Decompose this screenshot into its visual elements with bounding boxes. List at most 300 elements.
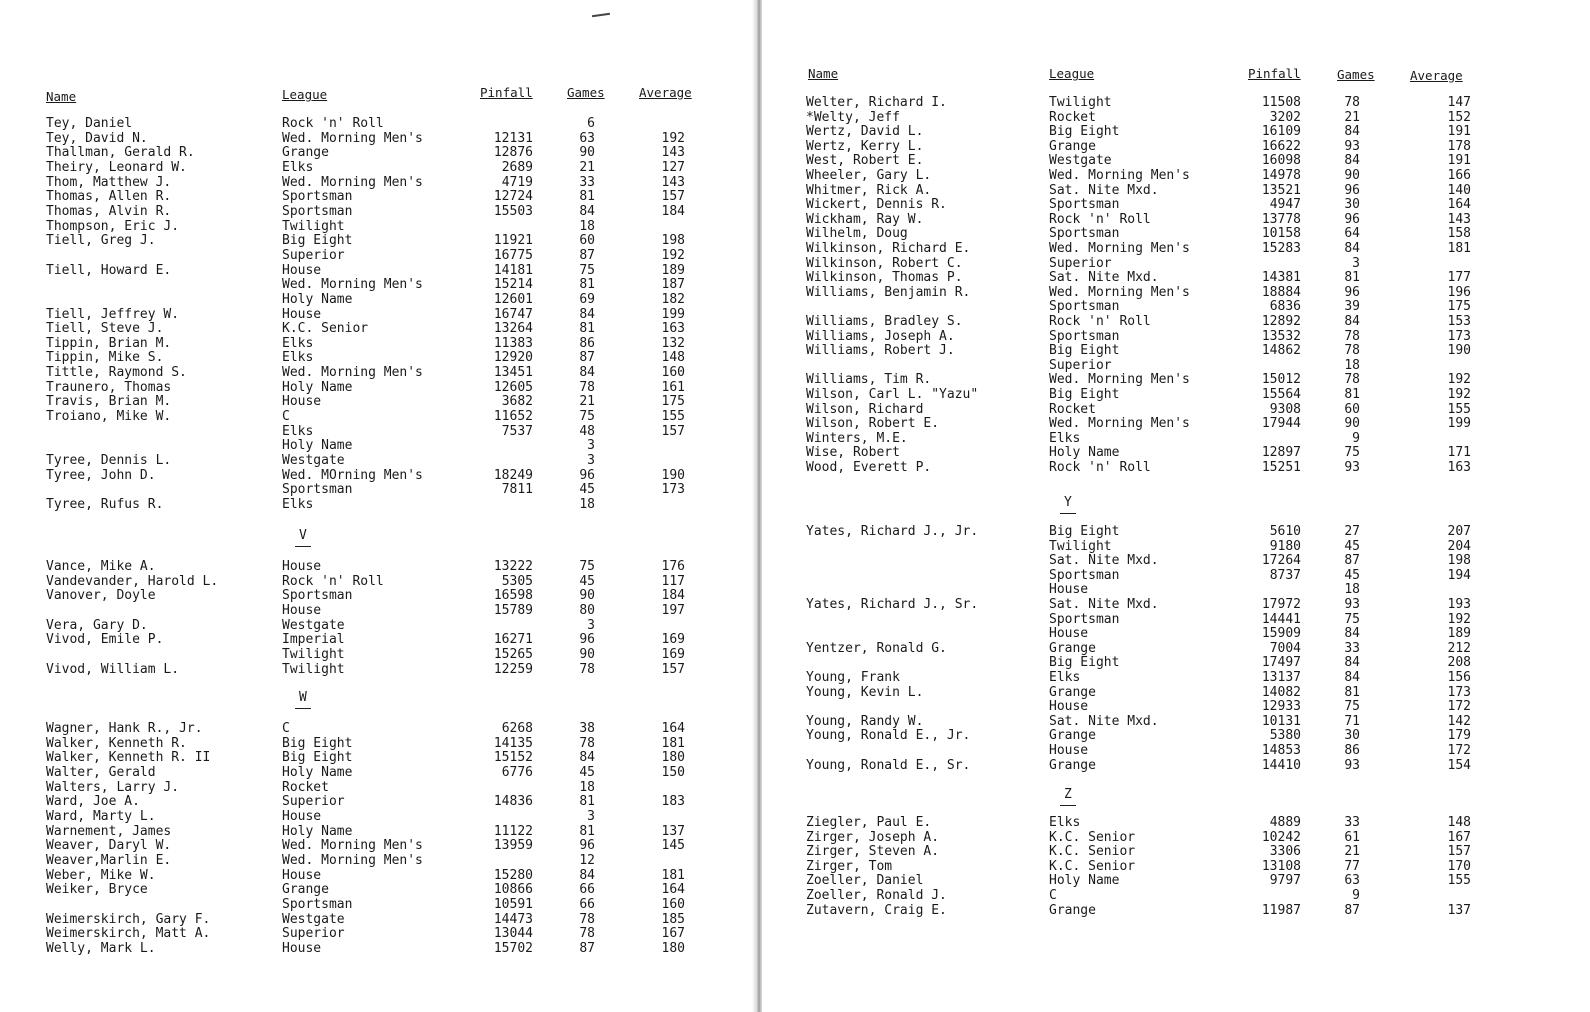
bowler-name: Young, Randy W. (806, 713, 924, 729)
league-name: Grange (282, 882, 329, 898)
pinfall-value: 15702 (493, 940, 533, 956)
games-value: 9 (1352, 430, 1360, 446)
right-page (762, 0, 1590, 1012)
section-underline (1060, 805, 1076, 806)
average-value: 137 (1447, 902, 1471, 918)
average-value: 191 (1447, 153, 1471, 169)
games-value: 45 (1344, 567, 1360, 583)
league-name: Big Eight (282, 233, 353, 249)
games-value: 87 (579, 247, 595, 263)
table-row (762, 831, 1502, 845)
league-name: House (1049, 699, 1089, 715)
table-row (0, 161, 740, 175)
average-value: 172 (1447, 699, 1471, 715)
header-games: Games (1337, 67, 1375, 82)
games-value: 78 (579, 926, 595, 942)
bowler-name: Wilhelm, Doug (806, 226, 908, 242)
pinfall-value: 14441 (1261, 611, 1301, 627)
games-value: 81 (579, 189, 595, 205)
average-value: 148 (661, 350, 685, 366)
bowler-name: Welly, Mark L. (46, 940, 156, 956)
bowler-name: Warnement, James (46, 823, 172, 839)
average-value: 194 (1447, 567, 1471, 583)
games-value: 96 (1344, 211, 1360, 227)
games-value: 96 (579, 632, 595, 648)
section-letter-text: V (299, 528, 307, 543)
pinfall-value: 13778 (1261, 211, 1301, 227)
table-row (762, 315, 1502, 329)
bowler-name: Weaver, Daryl W. (46, 838, 172, 854)
league-name: Big Eight (1049, 524, 1120, 539)
league-name: C (282, 721, 290, 736)
pinfall-value: 14836 (493, 794, 533, 810)
table-row (0, 619, 740, 633)
league-name: Grange (1049, 902, 1096, 918)
table-row (0, 781, 740, 795)
pinfall-value: 17497 (1261, 655, 1301, 671)
games-value: 33 (1344, 815, 1360, 830)
table-row (0, 322, 740, 336)
games-value: 84 (1344, 670, 1360, 685)
games-value: 84 (1344, 124, 1360, 140)
league-name: Rock 'n' Roll (282, 116, 384, 131)
table-row (0, 722, 740, 736)
bowler-name: Williams, Robert J. (806, 343, 955, 359)
average-value: 170 (1447, 858, 1471, 874)
pinfall-value: 12933 (1261, 699, 1301, 715)
table-row (0, 278, 740, 292)
bowler-name: Walker, Kenneth R. II (46, 750, 211, 766)
bowler-name: Young, Kevin L. (806, 684, 924, 700)
table-row (762, 845, 1502, 859)
games-value: 9 (1352, 888, 1360, 903)
table-row (762, 417, 1502, 431)
games-value: 96 (579, 467, 595, 483)
table-row (762, 96, 1502, 110)
average-value: 192 (1447, 611, 1471, 627)
games-value: 81 (579, 794, 595, 810)
header-pinfall: Pinfall (1248, 66, 1301, 81)
average-value: 199 (1447, 416, 1471, 432)
table-row (0, 589, 740, 603)
table-row (0, 117, 740, 131)
games-value: 75 (579, 409, 595, 424)
league-name: Sportsman (1049, 328, 1120, 344)
table-row (0, 264, 740, 278)
average-value: 183 (661, 794, 685, 810)
pinfall-value: 11122 (493, 823, 533, 839)
league-name: Sportsman (282, 588, 353, 604)
league-name: Superior (282, 794, 345, 810)
bowler-name: Wilson, Richard (806, 401, 924, 417)
average-value: 166 (1447, 168, 1471, 183)
games-value: 66 (579, 882, 595, 898)
average-value: 143 (661, 145, 685, 161)
league-name: Elks (282, 159, 314, 175)
header-name: Name (46, 89, 77, 104)
bowler-name: Tiell, Steve J. (46, 321, 164, 337)
table-row (0, 560, 740, 574)
games-value: 87 (579, 940, 595, 956)
pinfall-value: 16622 (1261, 138, 1301, 154)
league-name: Grange (282, 145, 329, 161)
games-value: 60 (1344, 401, 1360, 417)
league-name: Rock 'n' Roll (282, 573, 384, 589)
bowler-name: Zirger, Steven A. (806, 844, 940, 860)
pinfall-value: 13137 (1261, 670, 1301, 685)
table-row (0, 913, 740, 927)
table-row (762, 330, 1502, 344)
pinfall-value: 15012 (1261, 372, 1301, 388)
games-value: 38 (579, 721, 595, 736)
league-name: K.C. Senior (1049, 858, 1136, 874)
table-row (762, 140, 1502, 154)
games-value: 78 (1344, 343, 1360, 359)
league-name: K.C. Senior (1049, 844, 1136, 860)
pinfall-value: 12259 (493, 661, 533, 677)
league-name: Superior (1049, 255, 1112, 271)
pinfall-value: 12920 (493, 350, 533, 366)
pinfall-value: 9180 (1269, 538, 1301, 554)
games-value: 12 (579, 852, 595, 868)
league-name: Sat. Nite Mxd. (1049, 182, 1159, 198)
table-row (762, 729, 1502, 743)
league-name: Westgate (282, 452, 345, 468)
header-average: Average (639, 85, 692, 100)
games-value: 87 (579, 350, 595, 366)
pinfall-value: 10242 (1261, 829, 1301, 845)
bowler-name: Yates, Richard J., Sr. (806, 597, 979, 612)
table-row (0, 410, 740, 424)
games-value: 84 (1344, 626, 1360, 642)
league-name: Twilight (282, 218, 345, 234)
pinfall-value: 16775 (493, 247, 533, 263)
pinfall-value: 18249 (493, 467, 533, 483)
pinfall-value: 13108 (1261, 858, 1301, 874)
league-name: Elks (282, 350, 314, 366)
bowler-name: Tey, Daniel (46, 116, 133, 131)
average-value: 177 (1447, 270, 1471, 286)
games-value: 21 (579, 394, 595, 410)
bowler-name: Wheeler, Gary L. (806, 168, 932, 183)
table-row (762, 271, 1502, 285)
average-value: 153 (1447, 314, 1471, 329)
league-name: Wed. Morning Men's (1049, 284, 1190, 300)
league-name: Superior (282, 926, 345, 942)
games-value: 18 (579, 218, 595, 234)
pinfall-value: 9308 (1269, 401, 1301, 417)
average-value: 173 (1447, 684, 1471, 700)
average-value: 190 (661, 467, 685, 483)
league-name: House (282, 808, 322, 824)
pinfall-value: 7537 (501, 423, 533, 439)
games-value: 84 (1344, 314, 1360, 329)
games-value: 3 (587, 808, 595, 824)
bowler-name: Williams, Benjamin R. (806, 284, 971, 300)
games-value: 18 (579, 496, 595, 512)
league-name: C (282, 409, 290, 424)
average-value: 140 (1447, 182, 1471, 198)
bowler-name: Travis, Brian M. (46, 394, 172, 410)
table-row (0, 825, 740, 839)
header-name: Name (808, 66, 839, 81)
table-row (762, 569, 1502, 583)
table-row (762, 125, 1502, 139)
games-value: 96 (1344, 182, 1360, 198)
bowler-name: Thomas, Alvin R. (46, 203, 172, 219)
league-name: Rock 'n' Roll (1049, 211, 1151, 227)
league-name: Wed. Morning Men's (282, 852, 423, 868)
games-value: 84 (1344, 655, 1360, 671)
league-name: Rock 'n' Roll (1049, 314, 1151, 329)
table-row (0, 337, 740, 351)
table-row (0, 898, 740, 912)
table-row (0, 633, 740, 647)
league-name: Big Eight (1049, 124, 1120, 140)
league-name: Westgate (1049, 153, 1112, 169)
games-value: 96 (1344, 284, 1360, 300)
league-name: Wed. Morning Men's (282, 838, 423, 854)
average-value: 199 (661, 306, 685, 322)
table-row (762, 111, 1502, 125)
table-row (762, 540, 1502, 554)
table-row (762, 583, 1502, 597)
pinfall-value: 15152 (493, 750, 533, 766)
pinfall-value: 9797 (1269, 873, 1301, 889)
table-row (0, 766, 740, 780)
average-value: 157 (661, 661, 685, 677)
average-value: 182 (661, 291, 685, 307)
games-value: 93 (1344, 757, 1360, 773)
games-value: 30 (1344, 728, 1360, 744)
league-name: Grange (1049, 728, 1096, 744)
table-row (762, 388, 1502, 402)
league-name: Twilight (1049, 538, 1112, 554)
games-value: 78 (1344, 95, 1360, 110)
average-value: 156 (1447, 670, 1471, 685)
average-value: 169 (661, 646, 685, 662)
average-value: 184 (661, 203, 685, 219)
games-value: 81 (1344, 270, 1360, 286)
table-row (0, 604, 740, 618)
league-name: Elks (282, 335, 314, 351)
average-value: 155 (1447, 873, 1471, 889)
table-row (0, 663, 740, 677)
table-row (0, 351, 740, 365)
games-value: 86 (1344, 743, 1360, 758)
pinfall-value: 17972 (1261, 597, 1301, 612)
table-row (0, 249, 740, 263)
average-value: 212 (1447, 640, 1471, 656)
games-value: 6 (587, 116, 595, 131)
games-value: 3 (1352, 255, 1360, 271)
bowler-name: Zirger, Tom (806, 858, 893, 874)
bowler-name: Tey, David N. (46, 130, 148, 146)
average-value: 198 (661, 233, 685, 249)
league-name: Westgate (282, 617, 345, 633)
pinfall-value: 3202 (1269, 109, 1301, 125)
table-row (0, 439, 740, 453)
games-value: 90 (579, 646, 595, 662)
table-row (762, 700, 1502, 714)
pinfall-value: 16109 (1261, 124, 1301, 140)
average-value: 158 (1447, 226, 1471, 242)
games-value: 84 (579, 203, 595, 219)
average-value: 132 (661, 335, 685, 351)
games-value: 93 (1344, 597, 1360, 612)
bowler-name: Wilkinson, Thomas P. (806, 270, 963, 286)
table-row (0, 810, 740, 824)
pinfall-value: 11921 (493, 233, 533, 249)
average-value: 160 (661, 365, 685, 381)
league-name: House (282, 394, 322, 410)
bowler-name: Zoeller, Ronald J. (806, 888, 947, 903)
games-value: 90 (579, 145, 595, 161)
table-row (762, 816, 1502, 830)
pinfall-value: 15283 (1261, 241, 1301, 256)
bowler-name: Young, Ronald E., Sr. (806, 757, 971, 773)
table-row (762, 860, 1502, 874)
bowler-name: Weiker, Bryce (46, 882, 148, 898)
bowler-name: Thompson, Eric J. (46, 218, 180, 234)
pinfall-value: 5610 (1269, 524, 1301, 539)
pinfall-value: 12605 (493, 379, 533, 395)
pinfall-value: 15789 (493, 603, 533, 618)
bowler-name: Tittle, Raymond S. (46, 365, 187, 381)
table-row (762, 656, 1502, 670)
pinfall-value: 14135 (493, 735, 533, 751)
average-value: 192 (1447, 387, 1471, 402)
pinfall-value: 10591 (493, 896, 533, 912)
table-row (0, 751, 740, 765)
average-value: 155 (1447, 401, 1471, 417)
league-name: Elks (1049, 670, 1081, 685)
table-row (0, 293, 740, 307)
bowler-name: Tippin, Brian M. (46, 335, 172, 351)
bowler-name: Traunero, Thomas (46, 379, 172, 395)
league-name: Sportsman (282, 896, 353, 912)
league-name: Holy Name (1049, 873, 1120, 889)
pinfall-value: 12724 (493, 189, 533, 205)
pinfall-value: 13264 (493, 321, 533, 337)
league-name: House (282, 262, 322, 278)
league-name: K.C. Senior (282, 321, 369, 337)
bowler-name: Young, Ronald E., Jr. (806, 728, 971, 744)
average-value: 190 (1447, 343, 1471, 359)
average-value: 176 (661, 559, 685, 574)
bowler-name: Wilson, Robert E. (806, 416, 940, 432)
table-row (0, 575, 740, 589)
league-name: Sportsman (282, 482, 353, 498)
league-name: Wed. Morning Men's (1049, 372, 1190, 388)
average-value: 154 (1447, 757, 1471, 773)
table-row (0, 927, 740, 941)
pinfall-value: 13959 (493, 838, 533, 854)
average-value: 160 (661, 896, 685, 912)
games-value: 21 (579, 159, 595, 175)
pinfall-value: 12601 (493, 291, 533, 307)
bowler-name: Vanover, Doyle (46, 588, 156, 604)
pinfall-value: 11383 (493, 335, 533, 351)
average-value: 145 (661, 838, 685, 854)
bowler-name: Tiell, Howard E. (46, 262, 172, 278)
average-value: 163 (1447, 460, 1471, 475)
pinfall-value: 6776 (501, 765, 533, 780)
average-value: 143 (661, 174, 685, 190)
games-value: 84 (1344, 153, 1360, 169)
average-value: 127 (661, 159, 685, 175)
games-value: 21 (1344, 109, 1360, 125)
bowler-name: Ward, Marty L. (46, 808, 156, 824)
league-name: Holy Name (282, 765, 353, 780)
table-row (762, 154, 1502, 168)
games-value: 3 (587, 617, 595, 633)
section-underline (295, 708, 311, 709)
bowler-name: Young, Frank (806, 670, 900, 685)
league-name: Wed. Morning Men's (1049, 416, 1190, 432)
average-value: 187 (661, 277, 685, 293)
games-value: 3 (587, 438, 595, 454)
average-value: 180 (661, 750, 685, 766)
bowler-name: Vera, Gary D. (46, 617, 148, 633)
table-row (0, 425, 740, 439)
pinfall-value: 5380 (1269, 728, 1301, 744)
section-letter-text: W (299, 690, 307, 705)
average-value: 167 (661, 926, 685, 942)
league-name: Sat. Nite Mxd. (1049, 553, 1159, 569)
table-row (762, 344, 1502, 358)
pinfall-value: 18884 (1261, 284, 1301, 300)
pinfall-value: 16098 (1261, 153, 1301, 169)
average-value: 196 (1447, 284, 1471, 300)
bowler-name: Tyree, Rufus R. (46, 496, 164, 512)
pinfall-value: 16747 (493, 306, 533, 322)
average-value: 181 (1447, 241, 1471, 256)
table-row (762, 874, 1502, 888)
bowler-name: Ziegler, Paul E. (806, 815, 932, 830)
league-name: Rocket (1049, 109, 1096, 125)
bowler-name: Wertz, David L. (806, 124, 924, 140)
games-value: 78 (1344, 372, 1360, 388)
pinfall-value: 13521 (1261, 182, 1301, 198)
table-row (0, 176, 740, 190)
average-value: 164 (661, 721, 685, 736)
bowler-name: Weimerskirch, Gary F. (46, 911, 211, 927)
league-name: Big Eight (1049, 343, 1120, 359)
league-name: House (282, 306, 322, 322)
pinfall-value: 15564 (1261, 387, 1301, 402)
table-row (762, 446, 1502, 460)
average-value: 207 (1447, 524, 1471, 539)
league-name: Sat. Nite Mxd. (1049, 713, 1159, 729)
average-value: 143 (1447, 211, 1471, 227)
table-row (762, 432, 1502, 446)
average-value: 204 (1447, 538, 1471, 554)
table-row (0, 132, 740, 146)
table-row (0, 205, 740, 219)
bowler-name: Tippin, Mike S. (46, 350, 164, 366)
table-row (762, 554, 1502, 568)
section-letter (299, 690, 307, 705)
section-letter (1064, 495, 1072, 510)
section-letter (299, 528, 307, 543)
games-value: 90 (1344, 168, 1360, 183)
league-name: Big Eight (1049, 387, 1120, 402)
games-value: 18 (579, 779, 595, 795)
league-name: Wed. Morning Men's (282, 277, 423, 293)
league-name: Rocket (1049, 401, 1096, 417)
pinfall-value: 14381 (1261, 270, 1301, 286)
